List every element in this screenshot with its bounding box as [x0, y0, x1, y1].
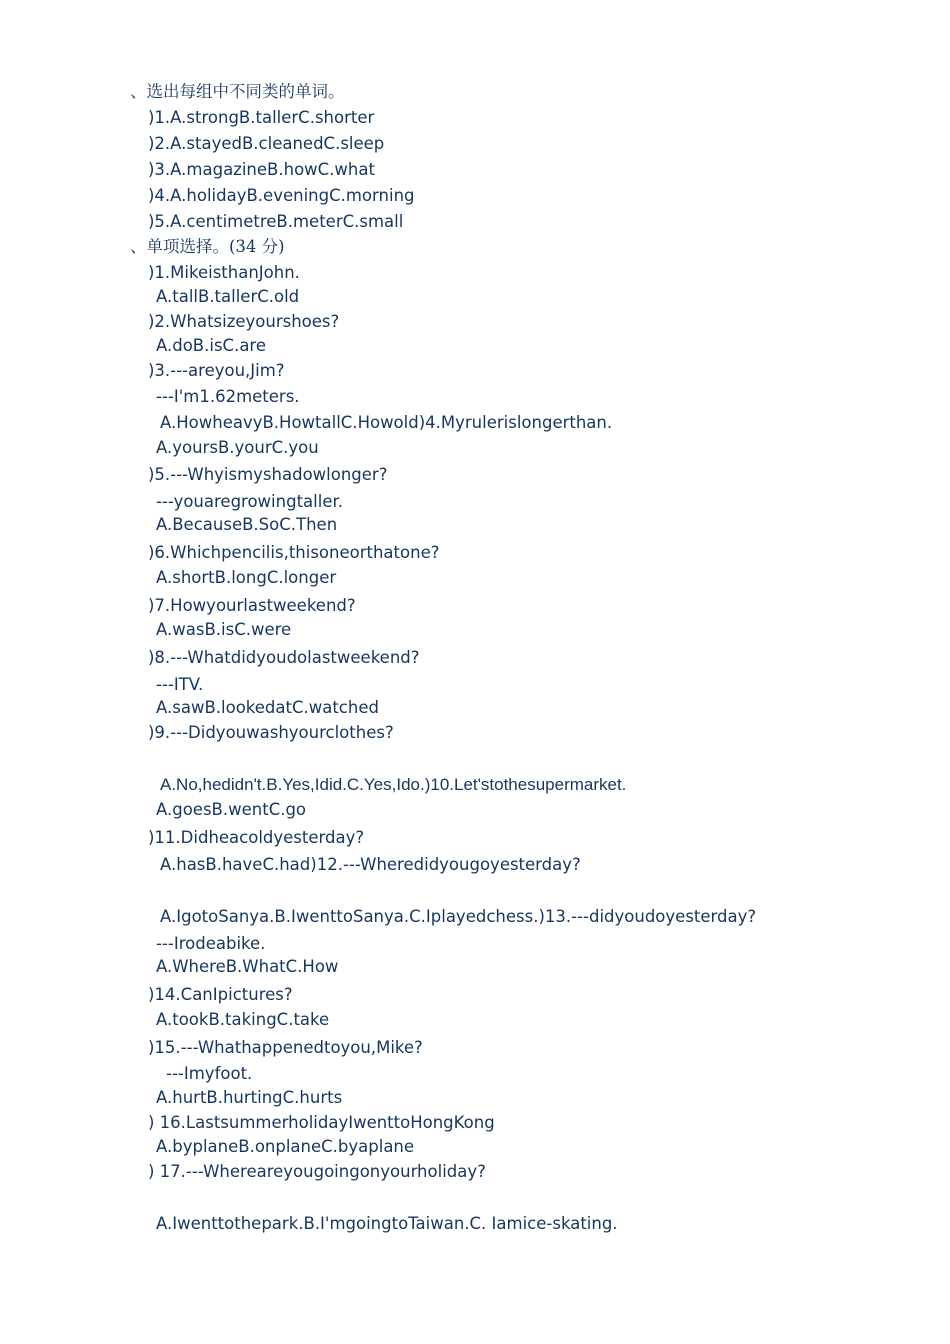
- options-line: A.hurtB.hurtingC.hurts: [156, 1088, 343, 1107]
- section1-item-3: )3.A.magazineB.howC.what: [148, 160, 375, 179]
- dialogue-line: ---ITV.: [156, 675, 204, 694]
- options-line: A.No,hedidn't.B.Yes,Idid.C.Yes,Ido.)10.Let'stothesupermarket.: [160, 775, 627, 794]
- dialogue-line: ---Imyfoot.: [166, 1064, 253, 1083]
- options-line: A.tallB.tallerC.old: [156, 287, 300, 306]
- question-line: ) 16.LastsummerholidayIwenttoHongKong: [148, 1113, 495, 1132]
- question-line: ) 17.---Whereareyougoingonyourholiday?: [148, 1162, 486, 1181]
- section2-heading: 、单项选择。(34 分): [130, 237, 285, 256]
- options-line: A.WhereB.WhatC.How: [156, 957, 339, 976]
- options-line: A.wasB.isC.were: [156, 620, 292, 639]
- options-line: A.shortB.longC.longer: [156, 568, 337, 587]
- section1-item-5: )5.A.centimetreB.meterC.small: [148, 212, 404, 231]
- question-line: )14.CanIpictures?: [148, 985, 293, 1004]
- dialogue-line: ---Irodeabike.: [156, 934, 266, 953]
- options-line: A.hasB.haveC.had)12.---Wheredidyougoyesterday?: [160, 855, 581, 874]
- options-line: A.sawB.lookedatC.watched: [156, 698, 379, 717]
- section1-heading: 、选出每组中不同类的单词。: [130, 82, 345, 101]
- question-line: )15.---Whathappenedtoyou,Mike?: [148, 1038, 423, 1057]
- question-line: )7.Howyourlastweekend?: [148, 596, 356, 615]
- options-line: A.BecauseB.SoC.Then: [156, 515, 338, 534]
- section1-item-2: )2.A.stayedB.cleanedC.sleep: [148, 134, 385, 153]
- options-line: A.IgotoSanya.B.IwenttoSanya.C.Iplayedchess.)13.---didyoudoyesterday?: [160, 907, 757, 926]
- question-line: )11.Didheacoldyesterday?: [148, 828, 365, 847]
- options-line: A.doB.isC.are: [156, 336, 267, 355]
- dialogue-line: ---youaregrowingtaller.: [156, 492, 343, 511]
- dialogue-line: ---I'm1.62meters.: [156, 387, 300, 406]
- question-line: )1.MikeisthanJohn.: [148, 263, 300, 282]
- question-line: )6.Whichpencilis,thisoneorthatone?: [148, 543, 440, 562]
- options-line: A.goesB.wentC.go: [156, 800, 307, 819]
- section1-item-1: )1.A.strongB.tallerC.shorter: [148, 108, 375, 127]
- question-line: )8.---Whatdidyoudolastweekend?: [148, 648, 420, 667]
- question-line: )3.---areyou,Jim?: [148, 361, 285, 380]
- question-line: )5.---Whyismyshadowlonger?: [148, 465, 388, 484]
- options-line: A.Iwenttothepark.B.I'mgoingtoTaiwan.C. Iamice-skating.: [156, 1214, 618, 1233]
- question-line: )2.Whatsizeyourshoes?: [148, 312, 340, 331]
- options-line: A.tookB.takingC.take: [156, 1010, 330, 1029]
- section1-item-4: )4.A.holidayB.eveningC.morning: [148, 186, 415, 205]
- options-line: A.yoursB.yourC.you: [156, 438, 319, 457]
- options-line: A.byplaneB.onplaneC.byaplane: [156, 1137, 415, 1156]
- question-line: )9.---Didyouwashyourclothes?: [148, 723, 394, 742]
- options-line: A.HowheavyB.HowtallC.Howold)4.Myrulerislongerthan.: [160, 413, 613, 432]
